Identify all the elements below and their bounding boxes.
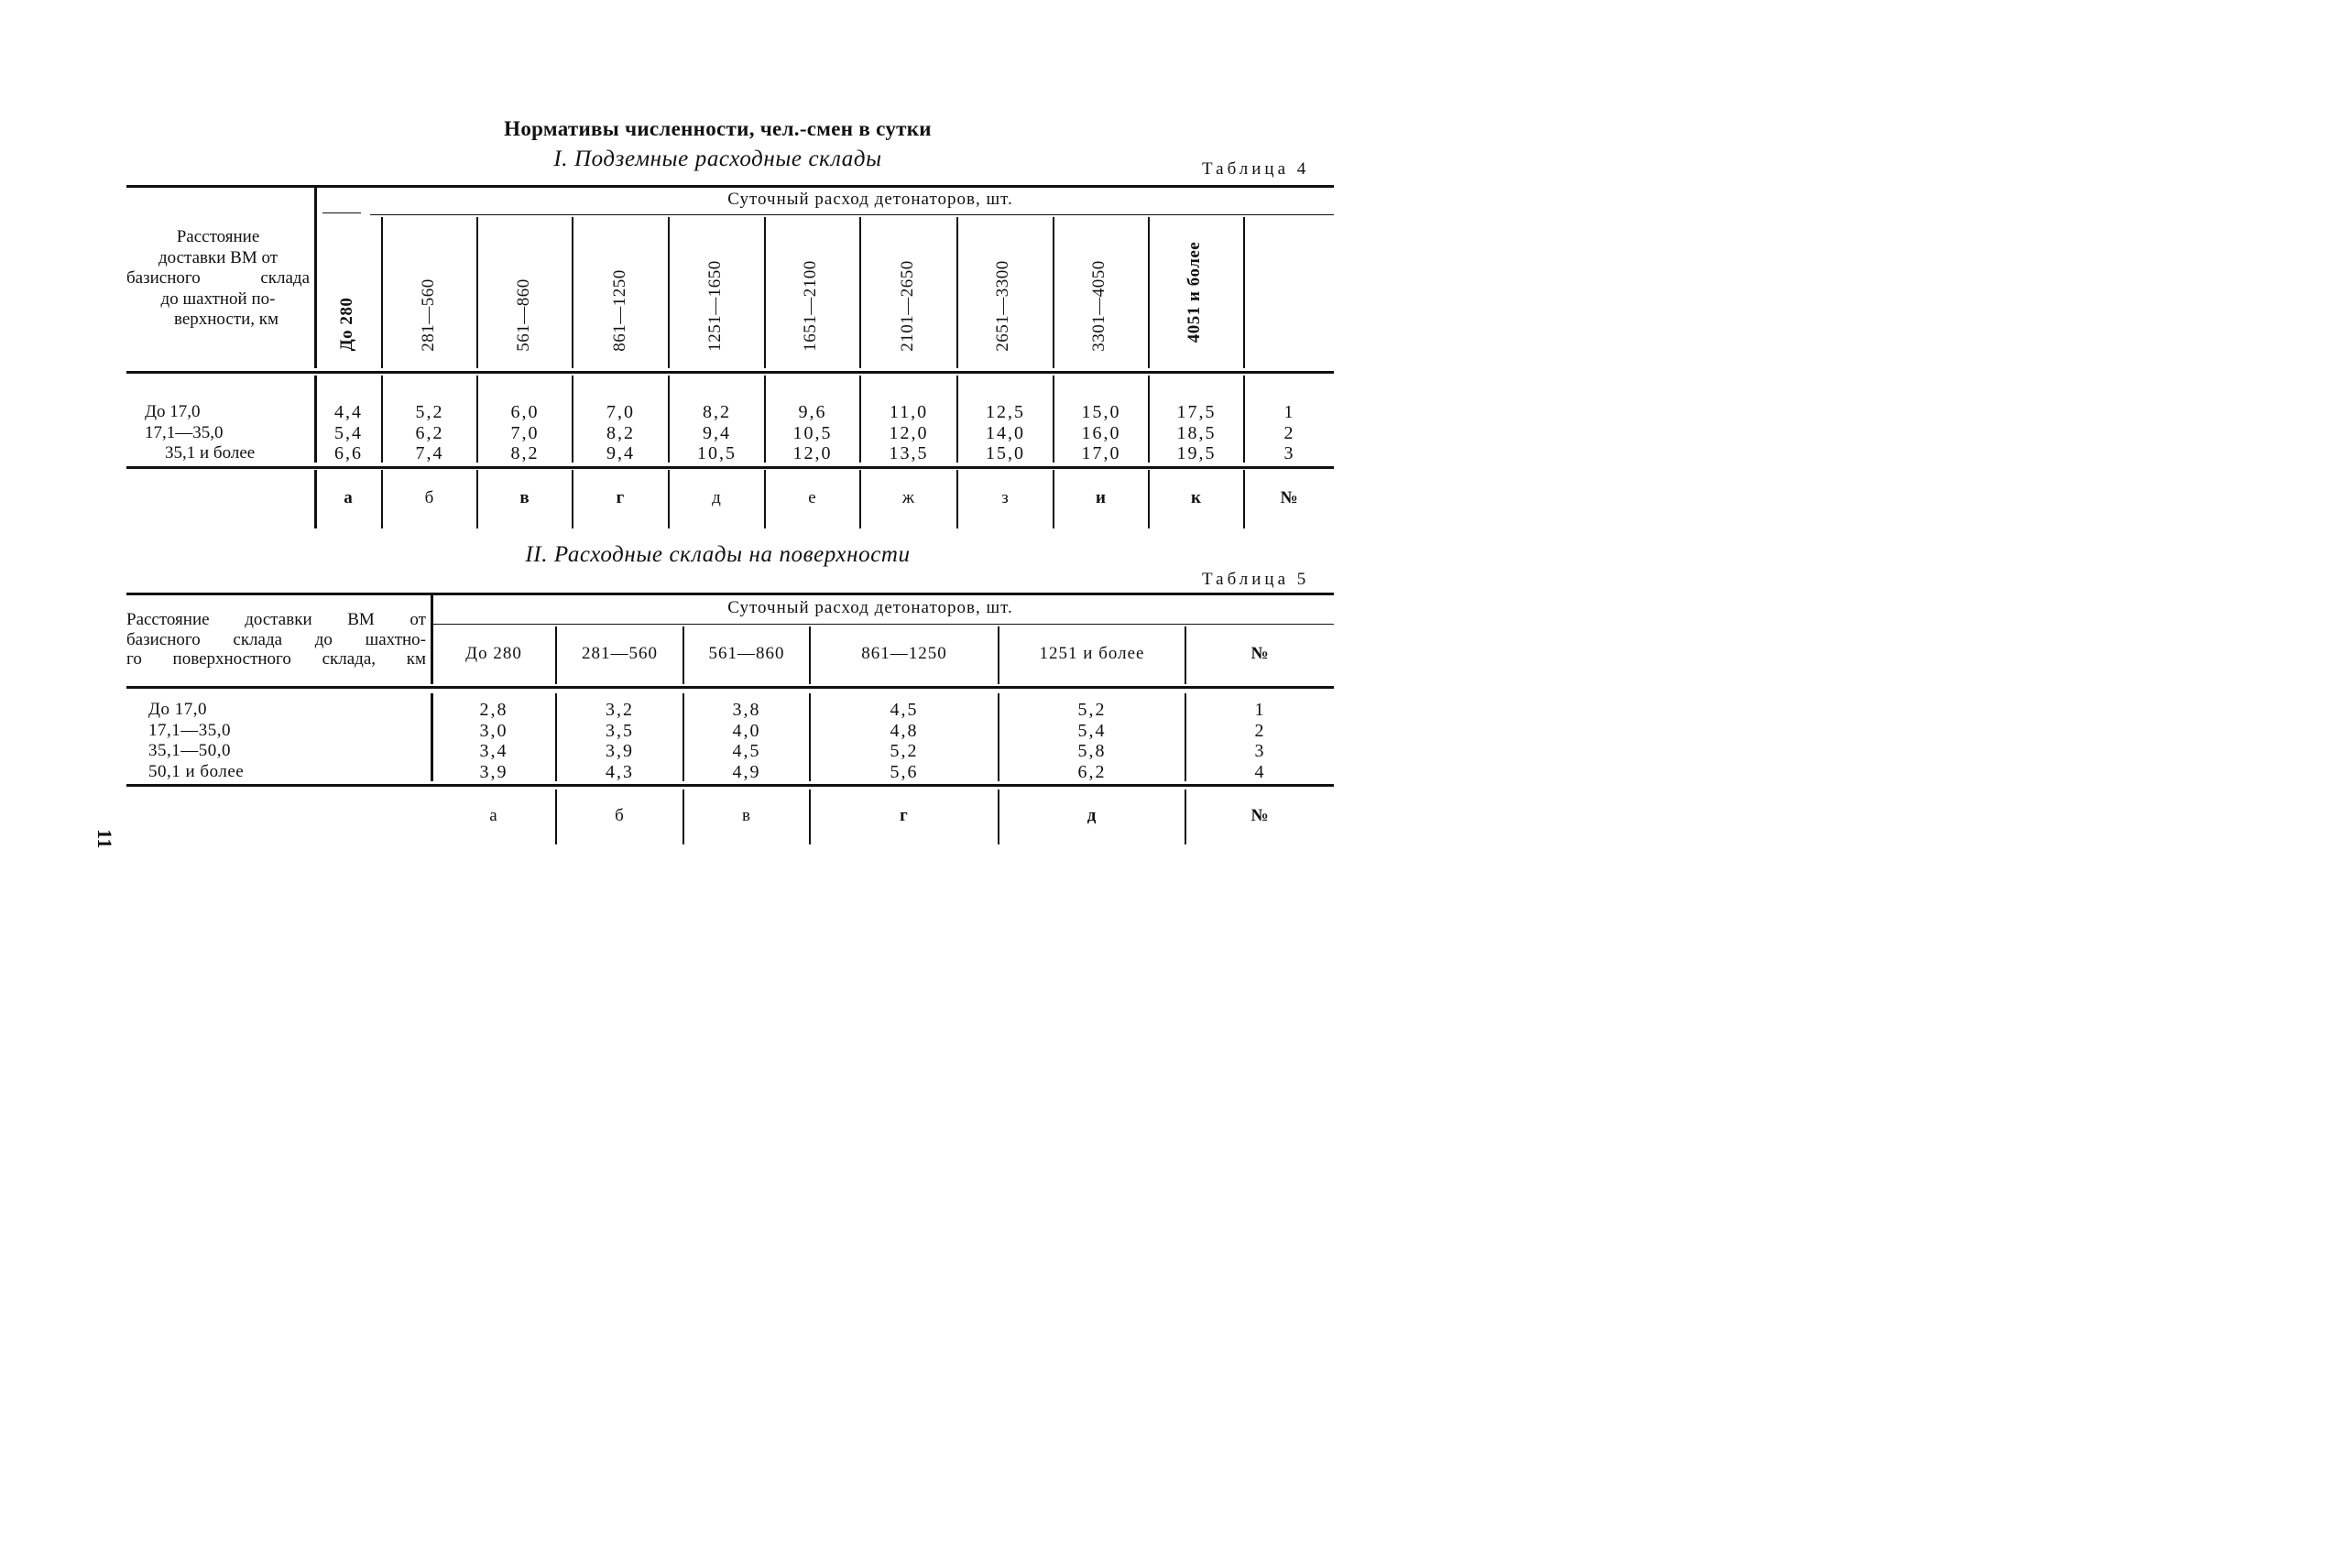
table4-label: Таблица 4 <box>1202 159 1310 179</box>
table4-col-header: 861—1250 <box>610 269 629 352</box>
table4-vline <box>476 217 478 368</box>
table5-data-column <box>811 700 998 782</box>
table5-number-sign-header: № <box>1250 644 1270 663</box>
table4-vline <box>764 217 766 368</box>
table4-col-header: 1251—1650 <box>705 260 725 352</box>
table4-col-letter: ж <box>901 488 916 507</box>
table5-row-label: 50,1 и более <box>148 761 245 781</box>
table4-vline <box>668 217 670 368</box>
table4-cell: 8,2 <box>510 443 540 463</box>
table4-cell: 17,5 <box>1176 402 1217 422</box>
table5-top-rule <box>126 593 1334 595</box>
table5-row-label: До 17,0 <box>148 700 207 719</box>
table4-data-column <box>573 402 668 464</box>
table4-data-column <box>383 402 476 464</box>
table4-cell: 10,5 <box>697 443 737 463</box>
table5-row-number: 1 <box>1254 700 1266 720</box>
table5-cell: 4,9 <box>732 761 761 782</box>
table5-cell: 6,2 <box>1077 761 1107 782</box>
table4-cell: 7,0 <box>510 422 540 443</box>
table4-col-header: 281—560 <box>419 278 438 352</box>
table4-row-label: 35,1 и более <box>165 443 256 463</box>
table4-row-label: 17,1—35,0 <box>145 422 224 442</box>
table4-cell: 12,5 <box>986 402 1025 422</box>
table5-label: Таблица 5 <box>1202 570 1310 589</box>
table4-section-title: I. Подземные расходные склады <box>553 147 882 171</box>
table4-cell: 6,6 <box>334 443 363 463</box>
table4-data-column <box>670 402 764 464</box>
table4-caption-rule-left <box>322 212 361 213</box>
table5-cell: 5,2 <box>1077 700 1107 720</box>
table4-cell: 12,0 <box>792 443 833 463</box>
table5-data-column <box>432 700 555 782</box>
table4-row-label: До 17,0 <box>145 402 201 421</box>
table5-section-title: II. Расходные склады на поверхности <box>525 542 911 567</box>
table4-cell: 11,0 <box>889 402 929 422</box>
table4-vline <box>859 217 861 368</box>
table4-vline <box>1243 217 1245 368</box>
page-title: Нормативы численности, чел.-смен в сутки <box>504 117 932 140</box>
table5-row-header: Расстояние доставки ВМ от базисного склада до шахтно- го поверхностного склада, км <box>126 610 426 669</box>
table4-cell: 6,0 <box>510 402 540 422</box>
table5-data-column <box>684 700 809 782</box>
table4-body-rule <box>126 466 1334 469</box>
table4-row-number: 3 <box>1283 443 1295 463</box>
table4-cell: 8,2 <box>703 402 731 422</box>
table5-caption: Суточный расход детонаторов, шт. <box>727 598 1013 617</box>
table4-cell: 9,4 <box>703 422 731 443</box>
table4-col-header: 2101—2650 <box>898 260 917 352</box>
table5-row-number: 3 <box>1254 741 1266 761</box>
table4-vline <box>314 187 317 368</box>
table5-cell: 3,9 <box>479 761 508 782</box>
table4-col-letter: д <box>712 488 722 507</box>
table4-row-labels <box>145 402 310 464</box>
table5-body-rule <box>126 784 1334 787</box>
table4-vline <box>1053 217 1054 368</box>
table5-cell: 4,5 <box>890 700 919 720</box>
table4-col-letter: б <box>424 488 435 507</box>
table4-col-letter: е <box>808 488 817 507</box>
table5-cell: 3,0 <box>479 720 508 741</box>
table4-cell: 13,5 <box>889 443 929 463</box>
table5-col-header: До 280 <box>465 644 522 663</box>
table4-cell: 9,6 <box>798 402 827 422</box>
table4-data-column <box>316 402 381 464</box>
table4-cell: 18,5 <box>1176 422 1217 443</box>
table5-col-header: 561—860 <box>708 644 785 663</box>
table4-top-rule <box>126 185 1334 188</box>
table4-cell: 14,0 <box>986 422 1025 443</box>
table4-caption: Суточный расход детонаторов, шт. <box>727 190 1013 209</box>
table5-cell: 3,2 <box>606 700 634 720</box>
table5-col-letter: б <box>615 806 625 825</box>
table5-cell: 5,2 <box>890 741 919 761</box>
table4-col-header: 2651—3300 <box>993 260 1012 352</box>
table4-cell: 5,2 <box>415 402 444 422</box>
table4-col-header: 561—860 <box>514 278 533 352</box>
table4-row-number: 2 <box>1283 422 1295 443</box>
page-number: 11 <box>93 829 116 849</box>
table4-vline <box>1148 217 1150 368</box>
table4-data-column <box>1054 402 1148 464</box>
table5-col-header: 861—1250 <box>861 644 947 663</box>
table4-vline <box>381 217 383 368</box>
table5-cell: 3,4 <box>479 741 508 761</box>
table4-cell: 7,0 <box>606 402 635 422</box>
table5-cell: 5,8 <box>1077 741 1107 761</box>
table4-col-letter: г <box>616 488 626 507</box>
table5-cell: 4,3 <box>606 761 634 782</box>
table5-caption-rule <box>432 624 1334 625</box>
table4-vline <box>572 217 573 368</box>
table4-col-letter: к <box>1191 488 1202 507</box>
table5-col-letter: г <box>900 806 909 825</box>
table4-col-header: 1651—2100 <box>801 260 820 352</box>
table4-cell: 19,5 <box>1176 443 1217 463</box>
table5-col-letter: а <box>489 806 498 825</box>
table5-row-label: 17,1—35,0 <box>148 720 231 740</box>
table4-col-letter: а <box>344 488 354 507</box>
table5-row-labels <box>148 700 423 782</box>
table4-col-letter: и <box>1096 488 1107 507</box>
table4-col-letter: з <box>1001 488 1010 507</box>
table4-caption-rule <box>370 214 1334 215</box>
table4-cell: 15,0 <box>1081 402 1121 422</box>
table4-data-column <box>958 402 1053 464</box>
table4-number-sign: № <box>1280 488 1299 507</box>
table5-cell: 2,8 <box>479 700 508 720</box>
table4-cell: 15,0 <box>986 443 1025 463</box>
table5-header-rule <box>126 686 1334 689</box>
table4-cell: 17,0 <box>1081 443 1121 463</box>
table5-vline <box>431 594 433 684</box>
table5-col-letter: в <box>742 806 751 825</box>
table4-cell: 12,0 <box>889 422 929 443</box>
table5-col-header: 281—560 <box>582 644 658 663</box>
table4-cell: 10,5 <box>792 422 833 443</box>
table4-cell: 7,4 <box>415 443 444 463</box>
table4-cell: 16,0 <box>1081 422 1121 443</box>
table4-cell: 4,4 <box>334 402 363 422</box>
table4-data-column <box>766 402 859 464</box>
table4-vline <box>956 217 958 368</box>
table5-data-column <box>557 700 683 782</box>
table5-row-label: 35,1—50,0 <box>148 741 231 760</box>
table5-row-numbers <box>1186 700 1334 782</box>
table5-cell: 4,5 <box>732 741 761 761</box>
table5-col-header: 1251 и более <box>1039 644 1145 663</box>
table4-data-column <box>1150 402 1243 464</box>
table4-data-column <box>861 402 956 464</box>
table5-cell: 5,4 <box>1077 720 1107 741</box>
table5-cell: 4,8 <box>890 720 919 741</box>
table5-row-number: 2 <box>1254 720 1266 741</box>
table4-cell: 8,2 <box>606 422 635 443</box>
table4-col-header: До 280 <box>337 297 356 352</box>
table5-cell: 3,8 <box>732 700 761 720</box>
table4-header-rule <box>126 371 1334 374</box>
table4-row-numbers <box>1245 402 1334 464</box>
table5-cell: 5,6 <box>890 761 919 782</box>
table5-row-number: 4 <box>1254 761 1266 782</box>
table4-row-number: 1 <box>1283 402 1295 422</box>
table4-cell: 5,4 <box>334 422 363 443</box>
table5-cell: 3,9 <box>606 741 634 761</box>
table5-col-letter: д <box>1087 806 1097 825</box>
table5-cell: 4,0 <box>732 720 761 741</box>
table5-number-sign: № <box>1250 806 1270 825</box>
table5-cell: 3,5 <box>606 720 634 741</box>
table5-data-column <box>999 700 1185 782</box>
table4-col-letter: в <box>519 488 530 507</box>
table4-data-column <box>478 402 572 464</box>
table4-row-header: Расстояние доставки ВМ от базисного склада до шахтной по- верхности, км <box>126 227 310 329</box>
table4-cell: 6,2 <box>415 422 444 443</box>
table4-cell: 9,4 <box>606 443 635 463</box>
table4-col-header: 4051 и более <box>1185 241 1204 343</box>
table4-col-header: 3301—4050 <box>1089 260 1108 352</box>
